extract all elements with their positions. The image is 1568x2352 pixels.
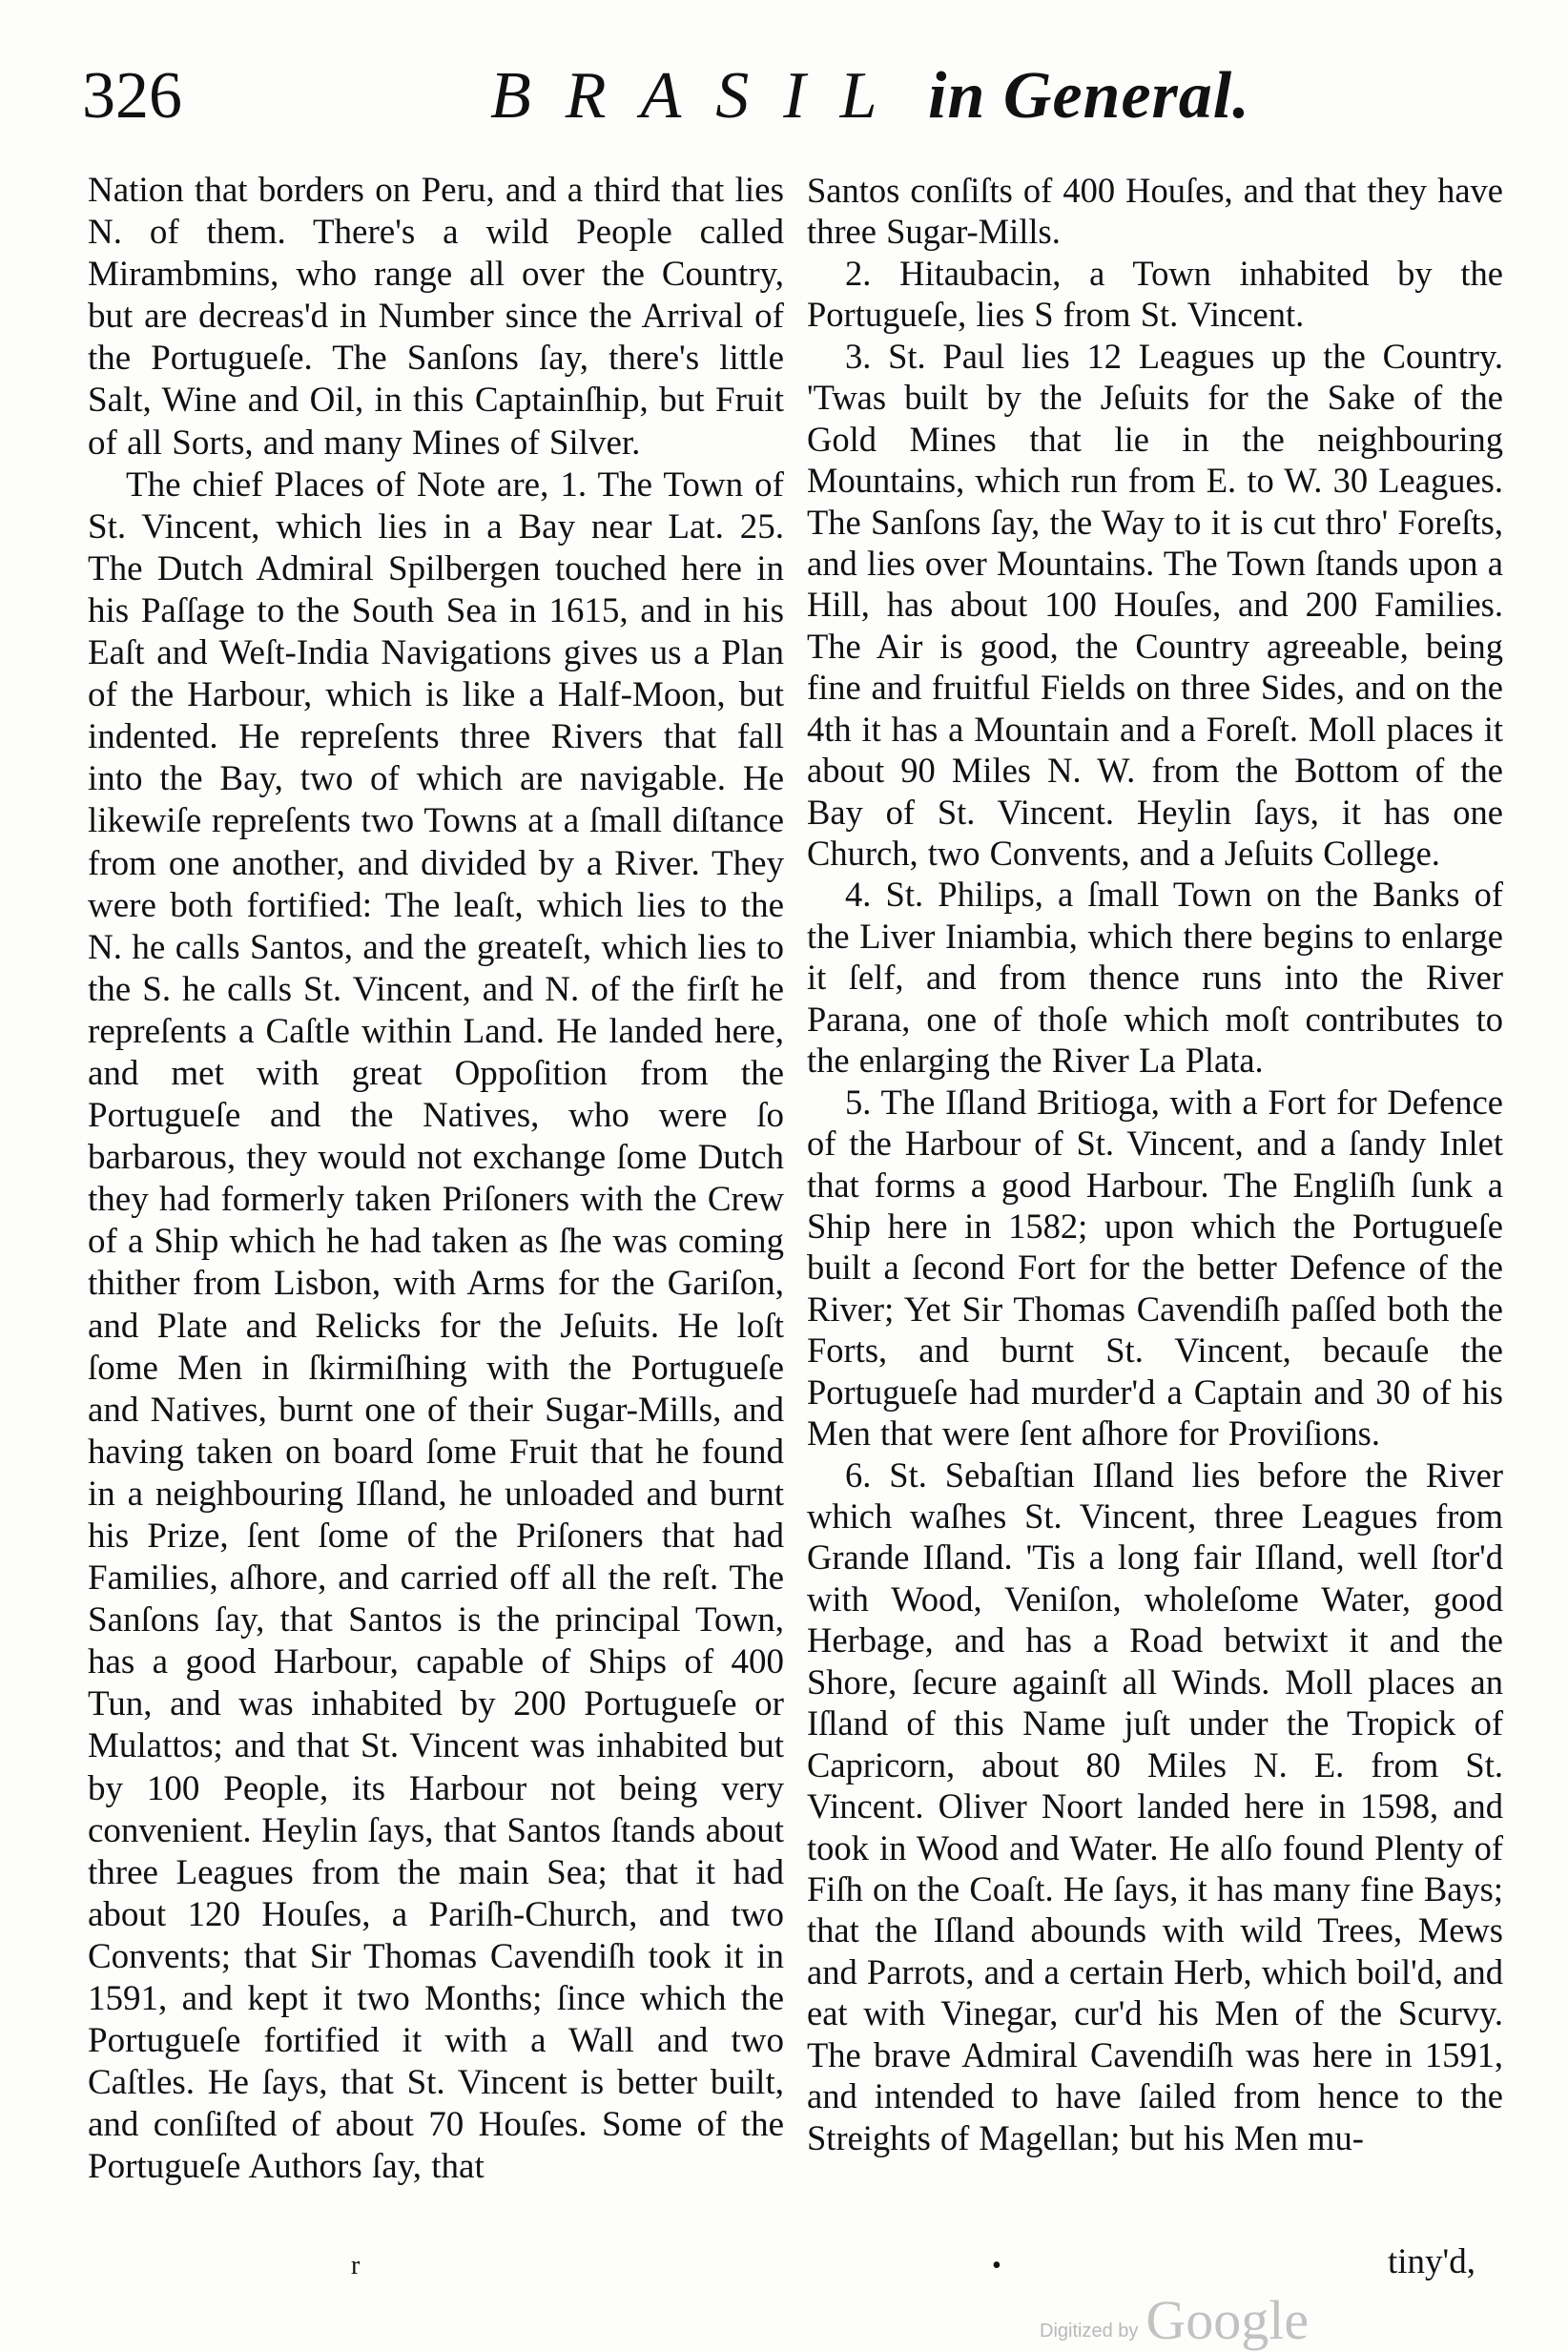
left-column <box>88 170 784 2189</box>
signature-mark: r <box>351 2251 361 2280</box>
catchword: tiny'd, <box>1388 2242 1475 2281</box>
running-head-rest: in General. <box>928 59 1250 133</box>
paragraph: 2. Hitaubacin, a Town inhabited by the Portugueſe, lies S from St. Vincent. <box>807 253 1503 335</box>
running-head-caps: BRASIL <box>490 59 912 133</box>
page-header <box>82 59 1494 158</box>
paragraph: 6. St. Sebaſtian Iſland lies before the River which waſhes St. Vincent, three Leagues from Grande Iſland. 'Tis a long fair Iſland, well ſtor'd with Wood, Veniſon, wholeſome Water, good Herbage, and has a Road betwixt it and the Shore, ſecure againſt all Winds. Moll places an Iſland of this Name juſt under the Tropick of Capricorn, about 80 Miles N. E. from St. Vincent. Oliver Noort landed here in 1598, and took in Wood and Water. He alſo found Plenty of Fiſh on the Coaſt. He ſays, it has many fine Bays; that the Iſland abounds with wild Trees, Mews and Parrots, and a certain Herb, which boil'd, and eat with Vinegar, cur'd his Men of the Scurvy. The brave Admiral Cavendiſh was here in 1591, and intended to have ſailed from hence to the Streights of Magellan; but his Men mu- <box>807 1455 1503 2157</box>
page-number: 326 <box>82 59 182 133</box>
paragraph: 5. The Iſland Britioga, with a Fort for Defence of the Harbour of St. Vincent, and a ſandy Inlet that forms a good Harbour. The Engliſh ſunk a Ship here in 1582; upon which the Portugueſe built a ſecond Fort for the better Defence of the River; Yet Sir Thomas Cavendiſh paſſed both the Forts, and burnt St. Vincent, becauſe the Portugueſe had murder'd a Captain and 30 of his Men that were ſent aſhore for Proviſions. <box>807 1082 1503 1454</box>
digitization-watermark <box>1040 2289 1310 2351</box>
google-logo: Google <box>1145 2289 1310 2351</box>
paragraph: 4. St. Philips, a ſmall Town on the Banks of the Liver Iniambia, which there begins to enlarge it ſelf, and from thence runs into the River Parana, one of thoſe which moſt contributes to the enlarging the River La Plata. <box>807 875 1503 1081</box>
paragraph: 3. St. Paul lies 12 Leagues up the Country. 'Twas built by the Jeſuits for the Sake of the Gold Mines that lie in the neighbouring Mountains, which run from E. to W. 30 Leagues. The Sanſons ſay, the Way to it is cut thro' Foreſts, and lies over Mountains. The Town ſtands upon a Hill, has about 100 Houſes, and 200 Families. The Air is good, the Country agreeable, being fine and fruitful Fields on three Sides, and on the 4th it has a Mountain and a Foreſt. Moll places it about 90 Miles N. W. from the Bottom of the Bay of St. Vincent. Heylin ſays, it has one Church, two Convents, and a Jeſuits College. <box>807 336 1503 873</box>
running-head <box>490 59 1250 133</box>
watermark-caption: Digitized by <box>1040 2321 1139 2342</box>
signature-dot: • <box>992 2251 1001 2280</box>
paragraph: Santos conſiſts of 400 Houſes, and that they have three Sugar-Mills. <box>807 171 1503 252</box>
paragraph: The chief Places of Note are, 1. The Town of St. Vincent, which lies in a Bay near Lat. 25. The Dutch Admiral Spilbergen touched here in his Paſſage to the South Sea in 1615, and in his Eaſt and Weſt-India Navigations gives us a Plan of the Harbour, which is like a Half-Moon, but indented. He repreſents three Rivers that fall into the Bay, two of which are navigable. He likewiſe repreſents two Towns at a ſmall diſtance from one another, and divided by a River. They were both fortified: The leaſt, which lies to the N. he calls Santos, and the greateſt, which lies to the S. he calls St. Vincent, and N. of the firſt he repreſents a Caſtle within Land. He landed here, and met with great Oppoſition from the Portugueſe and the Natives, who were ſo barbarous, they would not exchange ſome Dutch they had formerly taken Priſoners with the Crew of a Ship which he had taken as ſhe was coming thither from Lisbon, with Arms for the Gariſon, and Plate and Relicks for the Jeſuits. He loſt ſome Men in ſkirmiſhing with the Portugueſe and Natives, burnt one of their Sugar-Mills, and having taken on board ſome Fruit that he found in a neighbouring Iſland, he unloaded and burnt his Prize, ſent ſome of the Priſoners that had Families, aſhore, and carried off all the reſt. The Sanſons ſay, that Santos is the principal Town, has a good Harbour, capable of Ships of 400 Tun, and was inhabited by 200 Portugueſe or Mulattos; and that St. Vincent was inhabited but by 100 People, its Harbour not being very convenient. Heylin ſays, that Santos ſtands about three Leagues from the main Sea; that it had about 120 Houſes, a Pariſh-Church, and two Convents; that Sir Thomas Cavendiſh took it in 1591, and kept it two Months; ſince which the Portugueſe fortified it with a Wall and two Caſtles. He ſays, that St. Vincent is better built, and conſiſted of about 70 Houſes. Some of the Portugueſe Authors ſay, that <box>88 464 784 2187</box>
paragraph: Nation that borders on Peru, and a third that lies N. of them. There's a wild People called Mirambmins, who range all over the Country, but are decreas'd in Number since the Arrival of the Portugueſe. The Sanſons ſay, there's little Salt, Wine and Oil, in this Captainſhip, but Fruit of all Sorts, and many Mines of Silver. <box>88 171 784 463</box>
right-column <box>807 170 1503 2158</box>
